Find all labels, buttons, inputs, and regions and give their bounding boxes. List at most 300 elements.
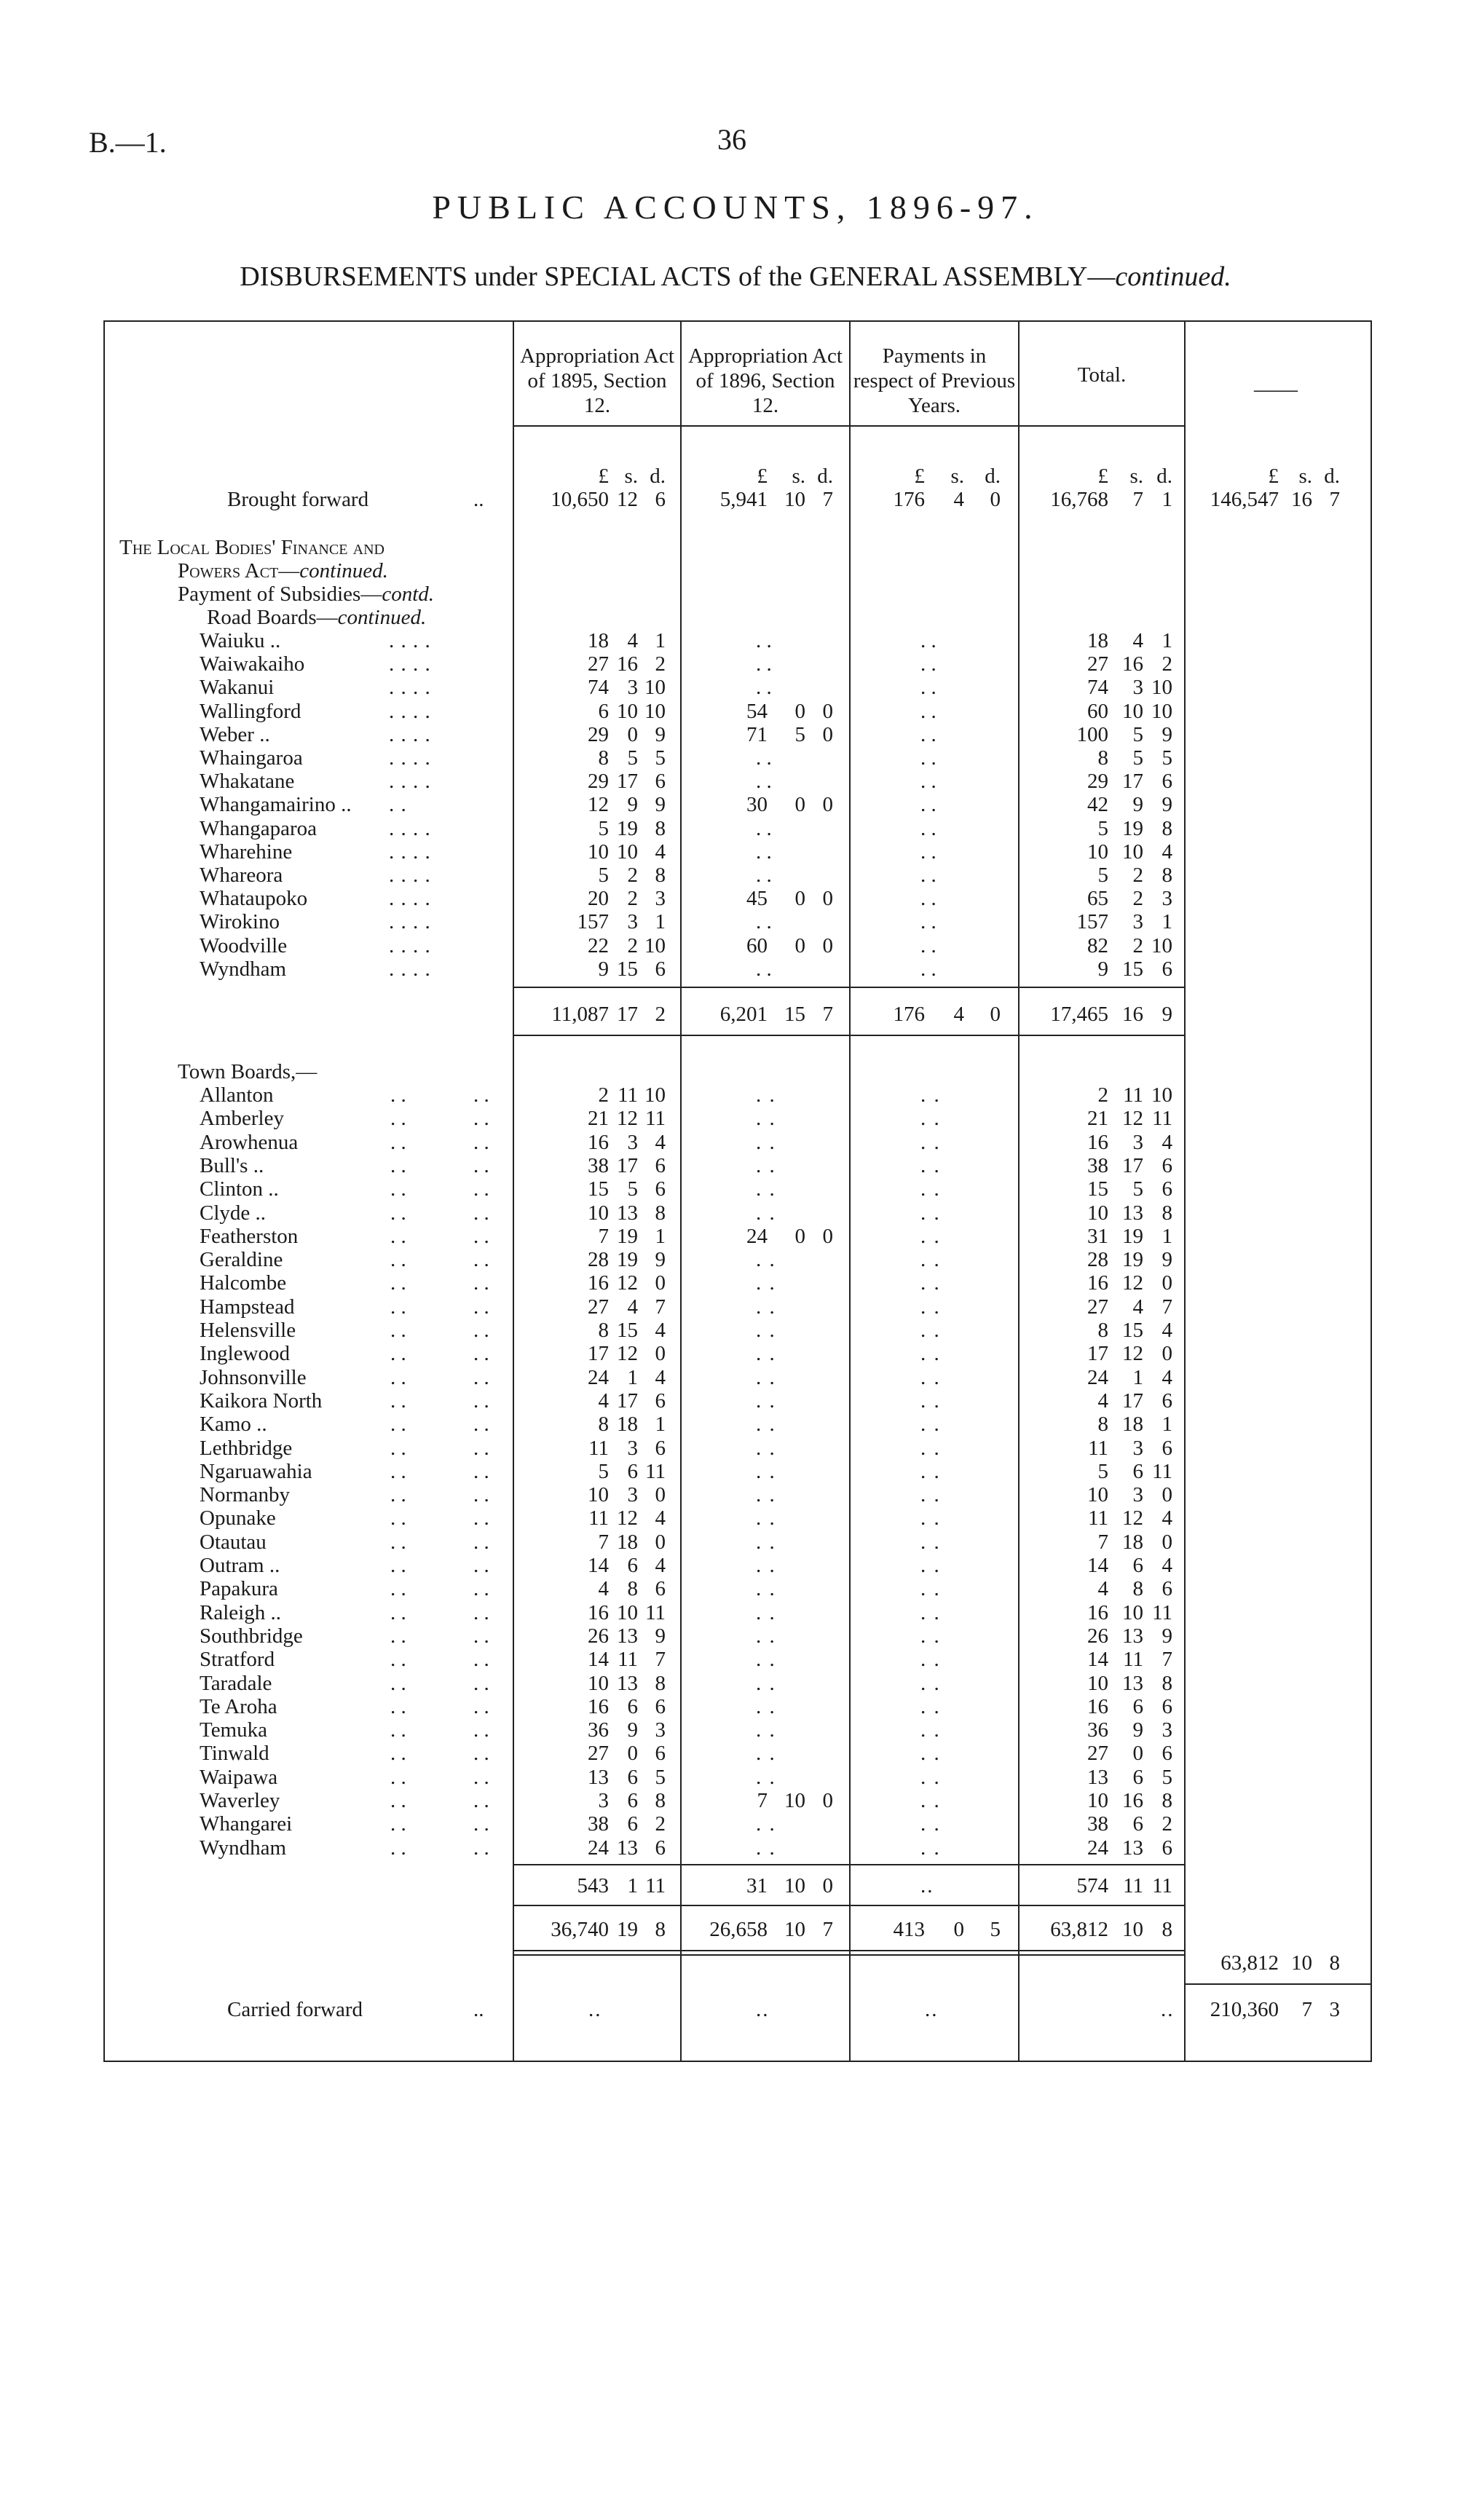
- road-board-name: Wharehine: [200, 840, 293, 864]
- money-cell: [1184, 1951, 1352, 1975]
- pence-value: 8: [1162, 1789, 1172, 1812]
- money-cell: [1018, 1131, 1186, 1154]
- shillings-value: 3: [627, 1436, 638, 1460]
- currency-header-row: [105, 465, 1371, 488]
- pounds-value: 16: [1087, 1600, 1108, 1624]
- leader-dots: . .: [390, 1459, 406, 1483]
- shillings-value: 15: [784, 1003, 805, 1026]
- money-cell: [513, 1107, 680, 1130]
- pounds-value: 4: [598, 1389, 609, 1413]
- pounds-value: 5,941: [719, 488, 768, 511]
- town-board-name: Geraldine: [200, 1248, 283, 1272]
- money-cell: [1018, 817, 1186, 840]
- empty-dots: . .: [920, 1600, 941, 1624]
- pence-value: 0: [822, 793, 833, 817]
- pence-value: 0: [655, 1483, 666, 1507]
- subtotal-rule: [513, 987, 1184, 988]
- pounds-value: 157: [577, 910, 609, 934]
- empty-dots: . .: [756, 1624, 776, 1648]
- money-cell: [513, 1918, 680, 1941]
- town-board-name: Arowhenua: [200, 1130, 299, 1154]
- pence-value: 3: [1162, 1718, 1172, 1742]
- pence-value: 6: [655, 1177, 666, 1201]
- currency-header: [1184, 465, 1352, 488]
- shillings-value: 6: [627, 1459, 638, 1483]
- leader-dots: . .: [473, 1530, 489, 1554]
- pounds-value: 7: [598, 1224, 609, 1248]
- town-board-row: [105, 1530, 1371, 1554]
- money-cell: [513, 1874, 680, 1897]
- pence-value: 4: [1162, 840, 1172, 864]
- currency-header: [513, 465, 680, 488]
- shillings-value: 3: [627, 1483, 638, 1507]
- leader-dots: . .: [473, 1554, 489, 1577]
- money-cell: [1018, 1389, 1186, 1413]
- shillings-value: 15: [617, 1319, 638, 1342]
- pounds-value: 17,465: [1050, 1003, 1108, 1026]
- pence-value: 5: [1162, 1765, 1172, 1789]
- road-board-name: Waiuku ..: [200, 629, 281, 652]
- empty-dots: . .: [756, 1648, 776, 1672]
- road-board-row: [105, 793, 1371, 816]
- pence-value: 6: [655, 1694, 666, 1718]
- money-cell: [1018, 676, 1186, 699]
- shillings-value: 19: [1122, 1248, 1143, 1272]
- shillings-value: 1: [627, 1873, 638, 1897]
- shillings-value: 3: [627, 676, 638, 700]
- leader-dots: . .: [390, 1319, 406, 1342]
- act-title-line2: [178, 559, 388, 582]
- pounds-value: 146,547: [1210, 488, 1279, 511]
- shillings-symbol: s.: [950, 465, 964, 488]
- empty-dots: . .: [920, 1319, 941, 1342]
- town-board-row: [105, 1554, 1371, 1577]
- pence-value: 10: [644, 676, 666, 700]
- leader-dots: . .: [473, 1271, 489, 1295]
- town-board-row: [105, 1389, 1371, 1413]
- pence-value: 7: [822, 1003, 833, 1026]
- leader-dots: . .: [473, 1248, 489, 1272]
- leader-dots: . .: [390, 1248, 406, 1272]
- pence-value: 11: [645, 1107, 666, 1131]
- money-cell: [513, 1506, 680, 1530]
- pounds-value: 15: [588, 1177, 609, 1201]
- pounds-value: 10: [1087, 1671, 1108, 1695]
- pence-value: 10: [644, 1083, 666, 1107]
- pence-value: 8: [655, 1671, 666, 1695]
- pence-value: 0: [1162, 1271, 1172, 1295]
- town-board-row: [105, 1577, 1371, 1600]
- empty-dots: . .: [756, 840, 772, 864]
- shillings-value: 1: [627, 1365, 638, 1389]
- pence-value: 3: [655, 1718, 666, 1742]
- shillings-value: 0: [794, 699, 805, 723]
- pence-value: 10: [644, 699, 666, 723]
- shillings-value: 10: [617, 840, 638, 864]
- money-cell: [849, 1918, 1017, 1941]
- money-cell: [1018, 957, 1186, 981]
- double-rule: [513, 1954, 1184, 1956]
- pounds-value: 29: [1087, 770, 1108, 794]
- money-cell: [513, 1295, 680, 1319]
- money-cell: [1018, 1248, 1186, 1271]
- leader-dots: . .: [390, 1765, 406, 1789]
- shillings-value: 13: [1122, 1624, 1143, 1648]
- shillings-value: 19: [617, 1248, 638, 1272]
- leader-dots: . .: [390, 1530, 406, 1554]
- pounds-value: 4: [1097, 1577, 1108, 1601]
- pence-value: 0: [822, 1789, 833, 1812]
- leader-dots: . .: [390, 1413, 406, 1437]
- road-board-row: [105, 817, 1371, 840]
- pounds-value: 10: [1087, 1201, 1108, 1225]
- pence-value: 11: [1152, 1107, 1172, 1131]
- pounds-value: 27: [1087, 652, 1108, 676]
- brought-forward-dots: ..: [473, 488, 484, 511]
- pence-value: 6: [1162, 1694, 1172, 1718]
- town-board-row: [105, 1624, 1371, 1648]
- town-board-row: [105, 1295, 1371, 1319]
- leader-dots: . .: [390, 1342, 406, 1366]
- road-board-row: [105, 840, 1371, 864]
- empty-dots: . .: [756, 746, 772, 770]
- pence-value: 8: [1329, 1951, 1340, 1975]
- shillings-value: 0: [627, 1742, 638, 1766]
- page-reference: B.—1.: [89, 126, 167, 159]
- leader-dots: . .: [473, 1506, 489, 1530]
- money-cell: [513, 934, 680, 957]
- pence-value: 8: [1162, 1201, 1172, 1225]
- shillings-value: 19: [617, 816, 638, 840]
- shillings-value: 12: [617, 1506, 638, 1530]
- shillings-value: 8: [627, 1577, 638, 1601]
- subsidies-label: [178, 582, 434, 606]
- town-board-name: Whangarei: [200, 1812, 293, 1836]
- pence-value: 1: [655, 1413, 666, 1437]
- page-number: 36: [717, 123, 746, 156]
- leader-dots: . . . .: [389, 652, 431, 676]
- shillings-value: 16: [617, 652, 638, 676]
- shillings-value: 0: [794, 933, 805, 957]
- money-cell: [1018, 1437, 1186, 1460]
- shillings-symbol: s.: [1298, 465, 1312, 488]
- pence-value: 0: [822, 933, 833, 957]
- empty-dots: . .: [756, 1413, 776, 1437]
- carried-forward-row: [105, 1998, 1371, 2021]
- money-cell: [513, 817, 680, 840]
- town-board-row: [105, 1789, 1371, 1812]
- pence-value: 9: [1162, 1624, 1172, 1648]
- money-cell: [513, 652, 680, 676]
- pence-value: 8: [655, 864, 666, 887]
- town-board-row: [105, 1271, 1371, 1295]
- town-board-name: Bull's ..: [200, 1153, 264, 1177]
- pence-value: 6: [1162, 957, 1172, 981]
- pounds-value: 176: [893, 488, 925, 511]
- pence-value: 11: [1152, 1600, 1172, 1624]
- money-cell: [680, 1003, 848, 1026]
- road-board-row: [105, 676, 1371, 699]
- shillings-value: 17: [1122, 1389, 1143, 1413]
- money-cell: [680, 1918, 848, 1941]
- shillings-value: 18: [1122, 1413, 1143, 1437]
- pence-value: 7: [1329, 488, 1340, 511]
- pence-value: 7: [822, 488, 833, 511]
- shillings-symbol: s.: [792, 465, 805, 488]
- leader-dots: . .: [390, 1365, 406, 1389]
- shillings-value: 5: [1132, 722, 1143, 746]
- empty-dots: . .: [920, 910, 936, 934]
- road-board-name: Whangaparoa: [200, 816, 318, 840]
- pounds-value: 27: [1087, 1742, 1108, 1766]
- shillings-value: 18: [1122, 1530, 1143, 1554]
- money-cell: [513, 910, 680, 933]
- road-boards-total-row: [105, 1003, 1371, 1026]
- subsidies-main: Payment of Subsidies—: [178, 582, 382, 606]
- shillings-value: 3: [627, 910, 638, 934]
- money-cell: [1018, 1003, 1186, 1026]
- shillings-value: 5: [627, 746, 638, 770]
- empty-dots: ..: [920, 1873, 934, 1897]
- leader-dots: . .: [390, 1742, 406, 1766]
- pounds-value: 9: [598, 957, 609, 981]
- money-cell: [1018, 1718, 1186, 1742]
- money-cell: [513, 793, 680, 816]
- town-board-row: [105, 1460, 1371, 1483]
- pounds-value: 24: [746, 1224, 768, 1248]
- money-cell: [513, 1366, 680, 1389]
- pence-value: 5: [990, 1917, 1001, 1941]
- shillings-value: 2: [627, 887, 638, 911]
- pence-value: 4: [1162, 1130, 1172, 1154]
- shillings-value: 17: [617, 1153, 638, 1177]
- empty-dots: . .: [756, 1671, 776, 1695]
- money-cell: [513, 1718, 680, 1742]
- shillings-value: 9: [627, 793, 638, 817]
- road-boards-label: [207, 606, 426, 629]
- empty-dots: . .: [920, 1836, 941, 1860]
- town-board-name: Otautau: [200, 1530, 267, 1554]
- empty-dots: . .: [756, 957, 772, 981]
- pence-value: 0: [655, 1342, 666, 1366]
- pence-value: 1: [655, 1224, 666, 1248]
- pounds-value: 413: [893, 1917, 925, 1941]
- pence-value: 2: [655, 652, 666, 676]
- shillings-value: 0: [794, 1224, 805, 1248]
- subtotal-rule: [513, 1035, 1184, 1036]
- brought-forward-row: [105, 488, 1371, 511]
- town-board-row: [105, 1201, 1371, 1225]
- empty-dots: . .: [756, 629, 772, 652]
- empty-dots: . .: [920, 1789, 941, 1812]
- shillings-value: 12: [1122, 1107, 1143, 1131]
- shillings-value: 10: [784, 1873, 805, 1897]
- pence-value: 11: [645, 1600, 666, 1624]
- pence-value: 3: [1162, 887, 1172, 911]
- money-cell: [513, 957, 680, 981]
- pounds-value: 11: [588, 1506, 609, 1530]
- pence-value: 1: [1162, 1224, 1172, 1248]
- leader-dots: . . . .: [389, 887, 431, 911]
- pence-value: 9: [655, 722, 666, 746]
- shillings-value: 19: [1122, 1224, 1143, 1248]
- pounds-value: 176: [893, 1003, 925, 1026]
- pence-value: 1: [1162, 910, 1172, 934]
- pounds-value: 5: [1097, 816, 1108, 840]
- leader-dots: . .: [390, 1271, 406, 1295]
- pounds-value: 3: [598, 1789, 609, 1812]
- leader-dots: . .: [390, 1506, 406, 1530]
- empty-dots: . .: [920, 1718, 941, 1742]
- money-cell: [680, 1789, 848, 1812]
- pounds-value: 8: [1097, 1413, 1108, 1437]
- pounds-symbol: £: [757, 465, 768, 488]
- shillings-value: 12: [617, 1107, 638, 1131]
- empty-dots: . .: [920, 1671, 941, 1695]
- pounds-value: 10: [588, 840, 609, 864]
- shillings-value: 12: [617, 1342, 638, 1366]
- pence-value: 10: [1151, 1083, 1172, 1107]
- pounds-value: 36: [588, 1718, 609, 1742]
- empty-dots: . .: [920, 629, 936, 652]
- pounds-value: 65: [1087, 887, 1108, 911]
- shillings-value: 17: [1122, 1153, 1143, 1177]
- empty-dots: . .: [920, 676, 936, 700]
- pence-value: 10: [1151, 676, 1172, 700]
- money-cell: [680, 934, 848, 957]
- money-cell: [1018, 1083, 1186, 1107]
- shillings-value: 17: [1122, 770, 1143, 794]
- town-board-row: [105, 1177, 1371, 1201]
- pence-value: 9: [1162, 1248, 1172, 1272]
- empty-dots: . .: [756, 1248, 776, 1272]
- shillings-value: 9: [1132, 1718, 1143, 1742]
- money-cell: [1018, 1271, 1186, 1295]
- currency-header: [1018, 465, 1186, 488]
- money-cell: [680, 723, 848, 746]
- pounds-value: 27: [588, 1742, 609, 1766]
- pounds-value: 16: [588, 1130, 609, 1154]
- pounds-value: 27: [1087, 1295, 1108, 1319]
- shillings-value: 12: [1122, 1342, 1143, 1366]
- pounds-symbol: £: [1268, 465, 1279, 488]
- leader-dots: . .: [473, 1459, 489, 1483]
- money-cell: [680, 488, 848, 511]
- pounds-value: 5: [598, 1459, 609, 1483]
- pounds-value: 36: [1087, 1718, 1108, 1742]
- shillings-value: 16: [1122, 1003, 1143, 1026]
- leader-dots: . .: [390, 1130, 406, 1154]
- empty-dots: . .: [920, 1201, 941, 1225]
- town-board-name: Johnsonville: [200, 1365, 307, 1389]
- empty-dots: . .: [756, 910, 772, 934]
- pence-value: 9: [1162, 793, 1172, 817]
- money-cell: [513, 1672, 680, 1695]
- town-board-name: Amberley: [200, 1107, 284, 1131]
- pounds-value: 210,360: [1210, 1997, 1279, 2021]
- pence-value: 3: [1329, 1997, 1340, 2021]
- pounds-value: 14: [1087, 1554, 1108, 1577]
- road-board-name: Wyndham: [200, 957, 287, 981]
- pence-value: 11: [1152, 1873, 1172, 1897]
- pence-value: 11: [645, 1873, 666, 1897]
- shillings-value: 19: [1122, 816, 1143, 840]
- shillings-value: 4: [1132, 1295, 1143, 1319]
- town-board-row: [105, 1836, 1371, 1860]
- pounds-value: 5: [598, 864, 609, 887]
- pence-value: 1: [655, 629, 666, 652]
- empty-dots: . .: [920, 957, 936, 981]
- leader-dots: . .: [390, 1600, 406, 1624]
- leader-dots: . . . .: [389, 746, 431, 770]
- empty-dots: . .: [920, 1506, 941, 1530]
- pounds-value: 27: [588, 1295, 609, 1319]
- road-board-row: [105, 723, 1371, 746]
- town-board-name: Stratford: [200, 1648, 275, 1672]
- pounds-value: 28: [1087, 1248, 1108, 1272]
- shillings-value: 9: [627, 1718, 638, 1742]
- pence-value: 0: [990, 488, 1001, 511]
- pounds-value: 100: [1076, 722, 1108, 746]
- empty-dots: . .: [920, 887, 936, 911]
- empty-dots: . .: [920, 1130, 941, 1154]
- town-board-row: [105, 1225, 1371, 1248]
- shillings-value: 4: [627, 1295, 638, 1319]
- leader-dots: . .: [390, 1789, 406, 1812]
- money-cell: [1018, 1413, 1186, 1436]
- empty-dots: . .: [920, 1248, 941, 1272]
- town-board-name: Tinwald: [200, 1742, 269, 1766]
- leader-dots: . .: [473, 1600, 489, 1624]
- town-board-name: Wyndham: [200, 1836, 287, 1860]
- money-cell: [513, 1554, 680, 1577]
- empty-dots: . .: [920, 1389, 941, 1413]
- pounds-value: 27: [588, 652, 609, 676]
- empty-dots: . .: [756, 770, 772, 794]
- pounds-value: 24: [588, 1836, 609, 1860]
- money-cell: [513, 1437, 680, 1460]
- town-board-row: [105, 1718, 1371, 1742]
- money-cell: [1018, 1874, 1186, 1897]
- pence-value: 1: [655, 910, 666, 934]
- shillings-value: 10: [784, 1917, 805, 1941]
- money-cell: [1018, 1530, 1186, 1554]
- pence-value: 1: [1162, 629, 1172, 652]
- leader-dots: . .: [473, 1224, 489, 1248]
- town-board-row: [105, 1366, 1371, 1389]
- money-cell: [1018, 652, 1186, 676]
- money-cell: [1018, 1460, 1186, 1483]
- pounds-value: 10,650: [551, 488, 609, 511]
- shillings-value: 6: [1132, 1554, 1143, 1577]
- leader-dots: . .: [389, 793, 407, 817]
- money-cell: [513, 700, 680, 723]
- pence-value: 6: [655, 1836, 666, 1860]
- money-cell: [1018, 1766, 1186, 1789]
- town-board-row: [105, 1742, 1371, 1765]
- shillings-value: 11: [618, 1648, 638, 1672]
- money-cell: [1018, 1319, 1186, 1342]
- pence-value: 4: [655, 1506, 666, 1530]
- empty-dots: . .: [920, 1177, 941, 1201]
- leader-dots: . .: [473, 1789, 489, 1812]
- money-cell: [1018, 934, 1186, 957]
- leader-dots: . .: [473, 1577, 489, 1601]
- act-title-line1: The Local Bodies' Finance and: [119, 536, 384, 559]
- leader-dots: . .: [390, 1224, 406, 1248]
- pounds-value: 18: [1087, 629, 1108, 652]
- pence-value: 6: [655, 1436, 666, 1460]
